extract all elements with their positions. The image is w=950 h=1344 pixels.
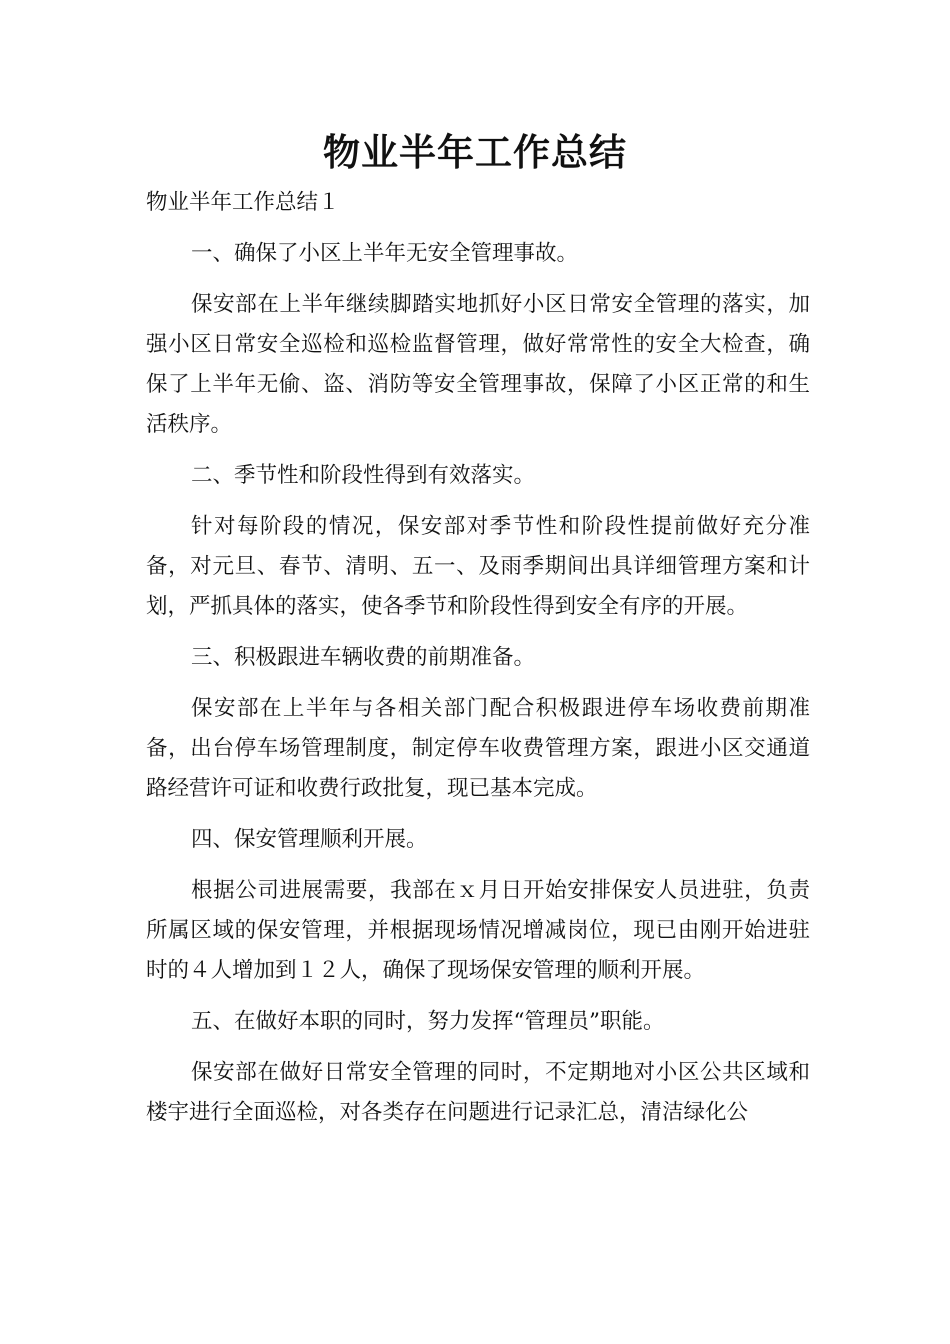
section-heading-2: 二、季节性和阶段性得到有效落实。 [191, 463, 536, 488]
section-heading-4: 四、保安管理顺利开展。 [191, 827, 428, 852]
document-title: 物业半年工作总结 [323, 131, 627, 174]
paragraph-3: 保安部在上半年与各相关部门配合积极跟进停车场收费前期准备，出台停车场管理制度，制定停车收费管理方案，跟进小区交通道路经营许可证和收费行政批复，现已基本完成。 [146, 696, 810, 801]
document-body [146, 183, 810, 1144]
section-heading-1: 一、确保了小区上半年无安全管理事故。 [191, 241, 579, 266]
paragraph-1: 保安部在上半年继续脚踏实地抓好小区日常安全管理的落实，加强小区日常安全巡检和巡检监督管理，做好常常性的安全大检查，确保了上半年无偷、盗、消防等安全管理事故，保障了小区正常的和生活秩序。 [146, 292, 810, 437]
paragraph-4: 根据公司进展需要，我部在ｘ月日开始安排保安人员进驻，负责所属区域的保安管理，并根据现场情况增减岗位，现已由刚开始进驻时的４人增加到１２人，确保了现场保安管理的顺利开展。 [146, 878, 810, 983]
paragraph-2: 针对每阶段的情况，保安部对季节性和阶段性提前做好充分准备，对元旦、春节、清明、五一、及雨季期间出具详细管理方案和计划，严抓具体的落实，使各季节和阶段性得到安全有序的开展。 [146, 514, 810, 619]
section-heading-5: 五、在做好本职的同时，努力发挥“管理员”职能。 [191, 1009, 665, 1034]
paragraph-5: 保安部在做好日常安全管理的同时，不定期地对小区公共区域和楼宇进行全面巡检，对各类存在问题进行记录汇总，清洁绿化公 [146, 1060, 810, 1125]
document-subtitle: 物业半年工作总结１ [146, 190, 340, 215]
section-heading-3: 三、积极跟进车辆收费的前期准备。 [191, 645, 536, 670]
